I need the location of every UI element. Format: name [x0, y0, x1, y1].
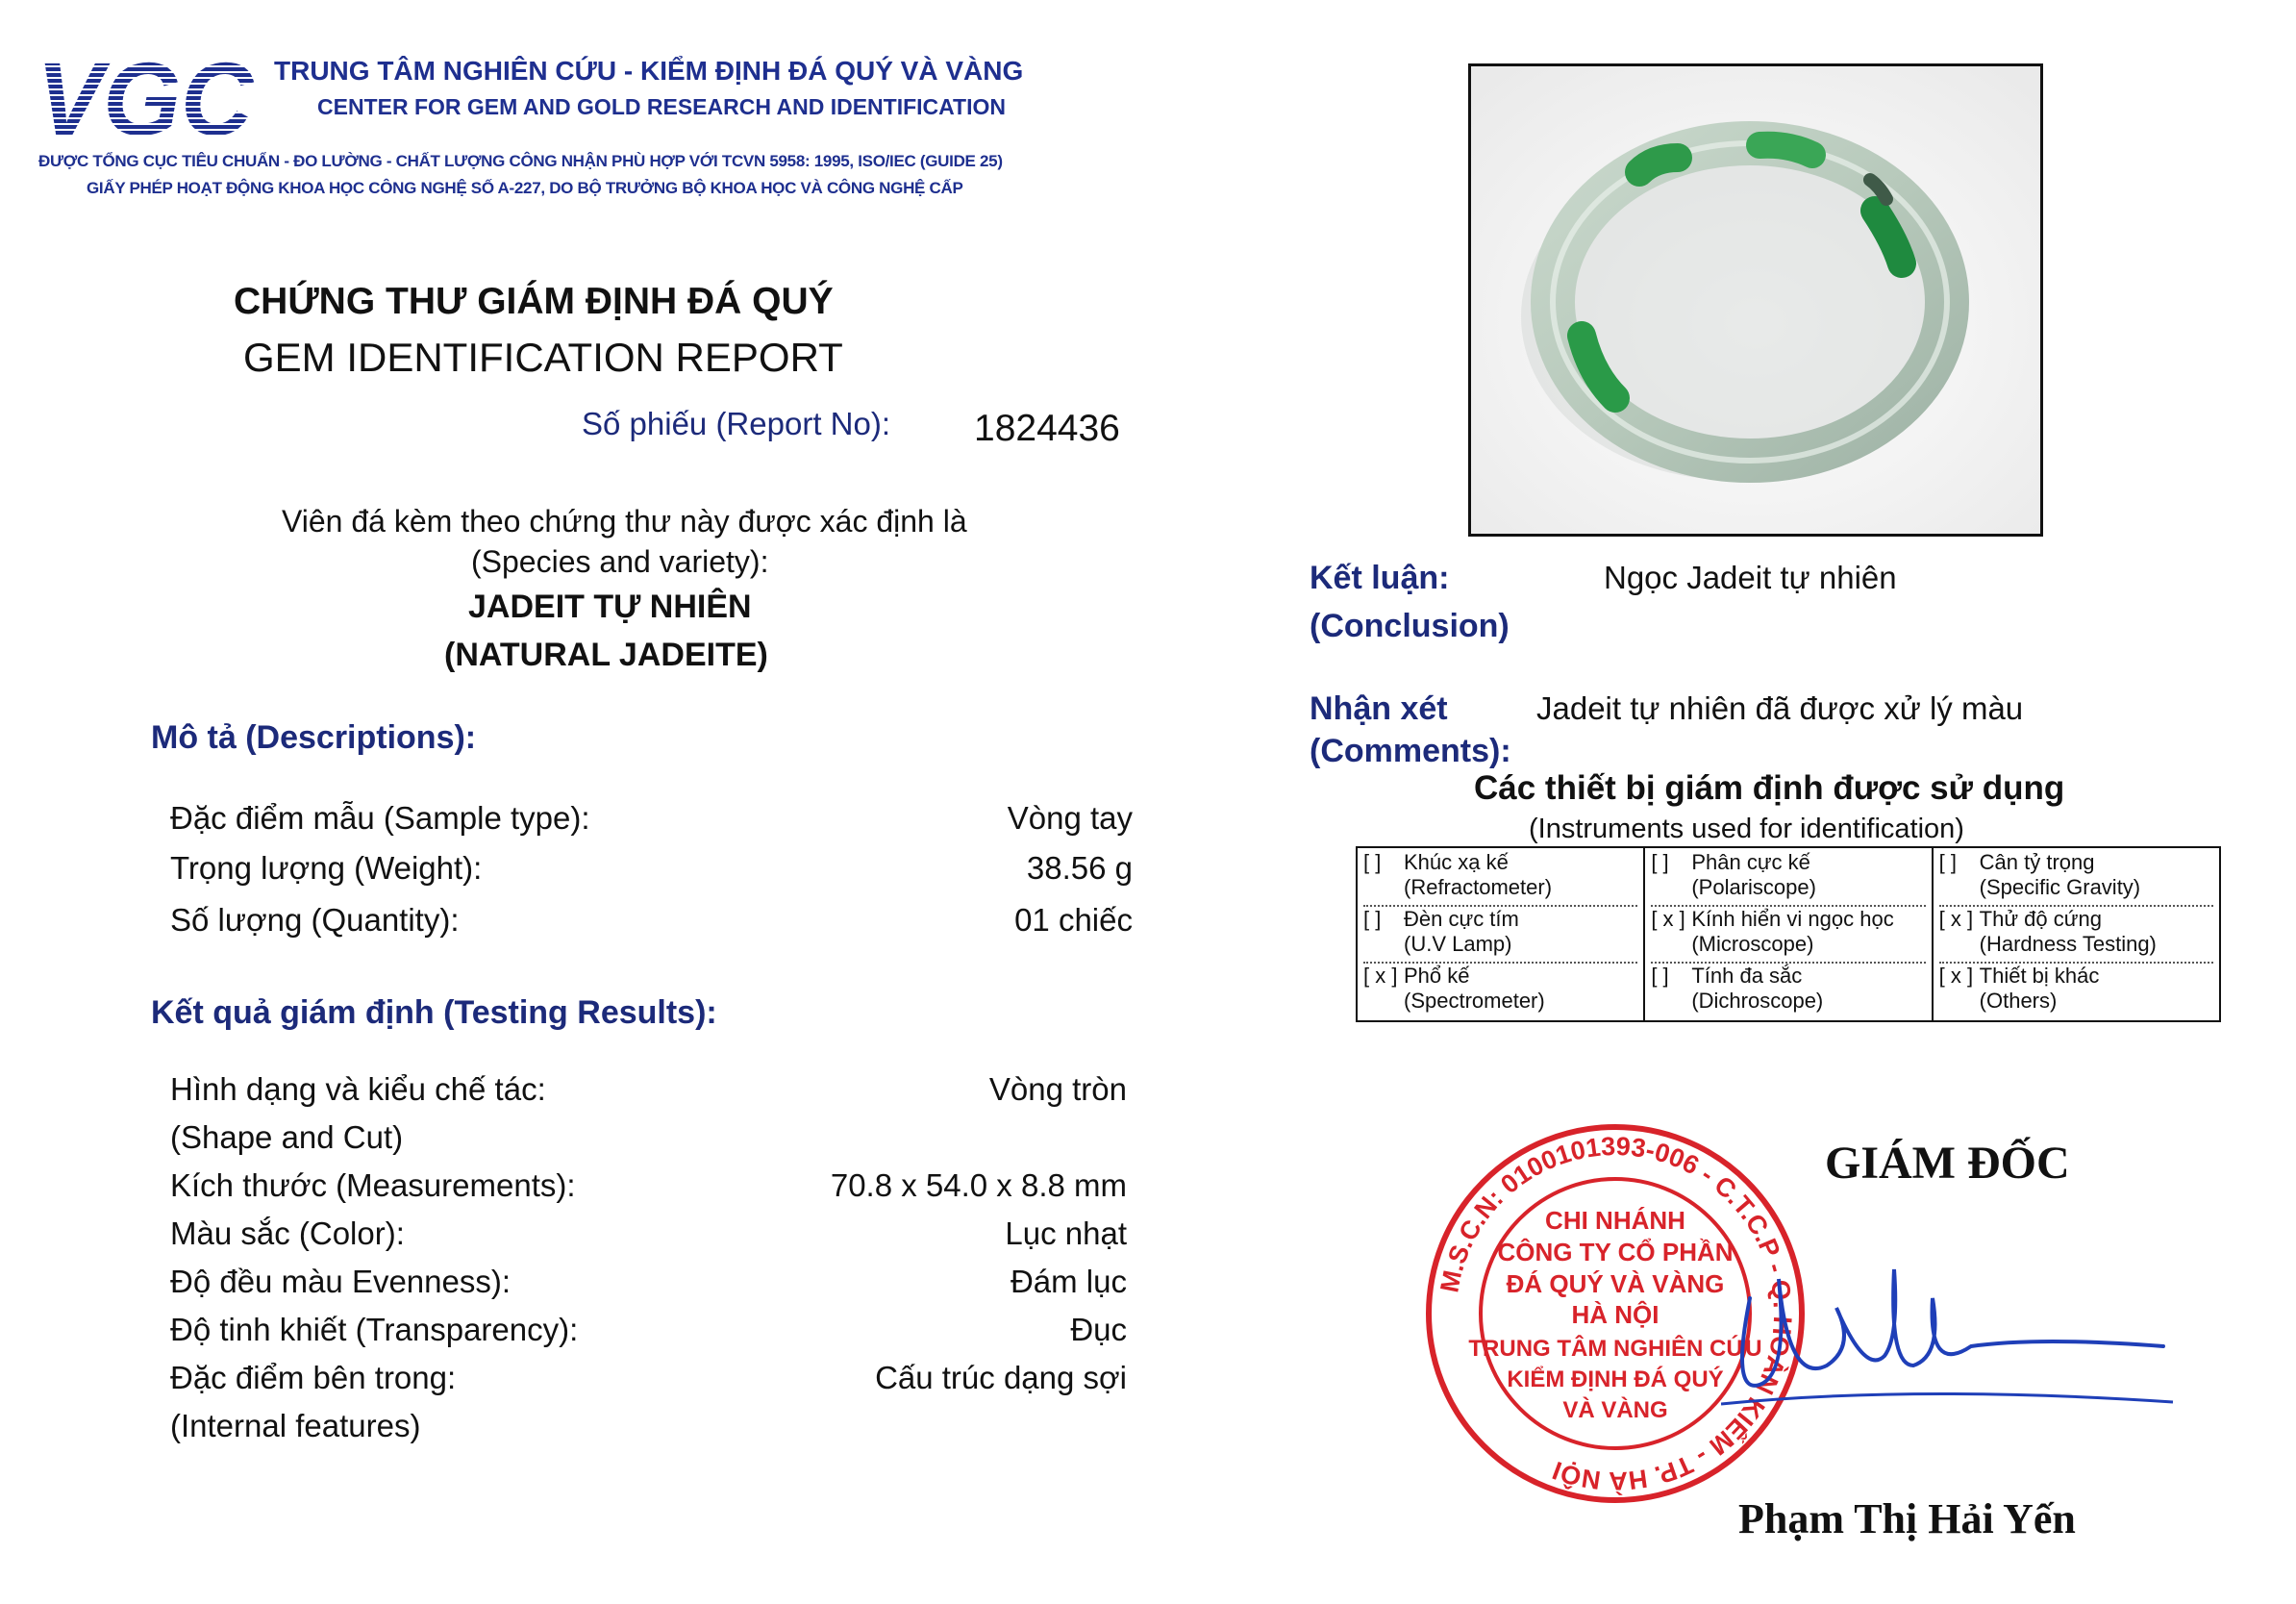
instrument-checkbox: [ ]	[1363, 850, 1382, 874]
instrument-name-en: (Hardness Testing)	[1979, 932, 2157, 956]
instrument-checkbox: [ ]	[1651, 964, 1669, 988]
species-label: (Species and variety):	[471, 544, 769, 579]
result-value-color: Lục nhạt	[1005, 1216, 1127, 1251]
report-no-label: Số phiếu (Report No):	[582, 406, 890, 441]
svg-text:CHI NHÁNH: CHI NHÁNH	[1545, 1206, 1685, 1235]
instrument-item	[1939, 850, 2213, 905]
instrument-name-en: (Microscope)	[1691, 932, 1814, 956]
instrument-name-en: (U.V Lamp)	[1404, 932, 1512, 956]
instrument-name-vn: Cân tỷ trọng	[1979, 850, 2095, 874]
instrument-checkbox: [ x ]	[1363, 964, 1398, 988]
desc-value-weight: 38.56 g	[1026, 850, 1133, 886]
comments-label-vn: Nhận xét	[1310, 690, 1448, 727]
instrument-name-vn: Kính hiển vi ngọc học	[1691, 907, 1894, 931]
org-name-vn: TRUNG TÂM NGHIÊN CỨU - KIỂM ĐỊNH ĐÁ QUÝ VÀ VÀNG	[274, 56, 1024, 86]
instrument-item	[1939, 905, 2213, 962]
instrument-checkbox: [ ]	[1938, 850, 1957, 874]
desc-value-sample-type: Vòng tay	[1007, 800, 1133, 836]
comments-label-en: (Comments):	[1310, 733, 1511, 769]
svg-text:KIỂM ĐỊNH ĐÁ QUÝ: KIỂM ĐỊNH ĐÁ QUÝ	[1507, 1366, 1724, 1392]
report-title-vn: CHỨNG THƯ GIÁM ĐỊNH ĐÁ QUÝ	[234, 281, 834, 322]
signer-name: Phạm Thị Hải Yến	[1738, 1495, 2076, 1542]
species-name-vn: JADEIT TỰ NHIÊN	[468, 589, 752, 625]
descriptions-heading: Mô tả (Descriptions):	[151, 719, 477, 756]
results-heading: Kết quả giám định (Testing Results):	[151, 994, 717, 1031]
instrument-item	[1939, 962, 2213, 1018]
instruments-title: Các thiết bị giám định được sử dụng	[1474, 769, 2065, 807]
accreditation-text: ĐƯỢC TỔNG CỤC TIÊU CHUẨN - ĐO LƯỜNG - CHẤT LƯỢNG CÔNG NHẬN PHÙ HỢP VỚI TCVN 5958: 1995, ISO/IEC (GUIDE 25)	[38, 152, 1003, 170]
result-value-evenness: Đám lục	[1010, 1264, 1127, 1299]
result-value-shape: Vòng tròn	[988, 1071, 1127, 1107]
result-label-evenness: Độ đều màu Evenness):	[170, 1264, 512, 1299]
instrument-name-vn: Thử độ cứng	[1979, 907, 2102, 931]
conclusion-value: Ngọc Jadeit tự nhiên	[1604, 560, 1897, 595]
svg-text:CÔNG TY CỔ PHẦN: CÔNG TY CỔ PHẦN	[1497, 1238, 1734, 1266]
desc-label-sample-type: Đặc điểm mẫu (Sample type):	[170, 800, 590, 836]
svg-text:HÀ NỘI: HÀ NỘI	[1571, 1300, 1660, 1329]
license-text: GIẤY PHÉP HOẠT ĐỘNG KHOA HỌC CÔNG NGHỆ SỐ A-227, DO BỘ TRƯỞNG BỘ KHOA HỌC VÀ CÔNG NGHỆ CẤP	[87, 179, 963, 197]
instrument-name-vn: Tính đa sắc	[1691, 964, 1803, 988]
instrument-checkbox: [ x ]	[1938, 907, 1974, 931]
svg-text:TRUNG TÂM NGHIÊN CỨU: TRUNG TÂM NGHIÊN CỨU	[1468, 1336, 1762, 1362]
gem-photo	[1468, 63, 2043, 537]
instrument-name-en: (Spectrometer)	[1404, 989, 1545, 1013]
instrument-name-en: (Refractometer)	[1404, 875, 1553, 899]
instrument-item	[1363, 962, 1637, 1018]
instrument-name-vn: Phân cực kế	[1691, 850, 1810, 874]
instrument-checkbox: [ ]	[1363, 907, 1382, 931]
instrument-item	[1363, 850, 1637, 905]
desc-label-quantity: Số lượng (Quantity):	[170, 902, 460, 938]
instrument-checkbox: [ ]	[1651, 850, 1669, 874]
instrument-checkbox: [ x ]	[1651, 907, 1685, 931]
instruments-column	[1644, 847, 1932, 1021]
instruments-subtitle: (Instruments used for identification)	[1529, 814, 1964, 844]
result-label-color: Màu sắc (Color):	[170, 1216, 405, 1251]
org-name-en: CENTER FOR GEM AND GOLD RESEARCH AND IDENTIFICATION	[317, 94, 1006, 119]
conclusion-label-vn: Kết luận:	[1310, 560, 1450, 596]
result-label-transparency: Độ tinh khiết (Transparency):	[170, 1312, 579, 1347]
result-value-measurements: 70.8 x 54.0 x 8.8 mm	[830, 1167, 1127, 1203]
instrument-item	[1363, 905, 1637, 962]
svg-text:VÀ VÀNG: VÀ VÀNG	[1562, 1397, 1668, 1423]
instrument-name-vn: Khúc xạ kế	[1404, 850, 1509, 874]
instrument-item	[1651, 962, 1925, 1018]
result-label-shape-en: (Shape and Cut)	[170, 1119, 404, 1155]
svg-text:VGC: VGC	[37, 56, 255, 142]
instrument-name-vn: Đèn cực tím	[1404, 907, 1519, 931]
result-label-shape: Hình dạng và kiểu chế tác:	[170, 1071, 546, 1107]
species-intro: Viên đá kèm theo chứng thư này được xác định là	[282, 504, 967, 539]
director-title: GIÁM ĐỐC	[1825, 1138, 2070, 1189]
instrument-name-en: (Others)	[1979, 989, 2058, 1013]
species-name-en: (NATURAL JADEITE)	[444, 637, 768, 673]
instruments-column	[1357, 847, 1644, 1021]
result-label-internal: Đặc điểm bên trong:	[170, 1360, 457, 1395]
conclusion-label-en: (Conclusion)	[1310, 608, 1510, 644]
svg-text:ĐÁ QUÝ VÀ VÀNG: ĐÁ QUÝ VÀ VÀNG	[1506, 1269, 1725, 1298]
result-value-transparency: Đục	[1070, 1312, 1127, 1347]
report-title-en: GEM IDENTIFICATION REPORT	[243, 335, 843, 380]
instrument-item	[1651, 905, 1925, 962]
desc-label-weight: Trọng lượng (Weight):	[170, 850, 483, 886]
svg-text:M.S.C.N: 0100101393-006 - C.T.: M.S.C.N: 0100101393-006 - C.T.C.P - Q. HOÀN KIẾM - TP. HÀ NỘI	[1435, 1131, 1798, 1496]
result-value-internal: Cấu trúc dạng sợi	[875, 1360, 1127, 1395]
desc-value-quantity: 01 chiếc	[1014, 902, 1133, 938]
handwritten-signature	[1721, 1241, 2183, 1433]
result-label-internal-en: (Internal features)	[170, 1408, 421, 1443]
instrument-name-en: (Specific Gravity)	[1979, 875, 2141, 899]
result-label-measurements: Kích thước (Measurements):	[170, 1167, 576, 1203]
instrument-name-en: (Polariscope)	[1691, 875, 1816, 899]
instruments-table	[1356, 846, 2221, 1022]
instrument-item	[1651, 850, 1925, 905]
instruments-column	[1933, 847, 2220, 1021]
instrument-name-vn: Phổ kế	[1404, 964, 1470, 988]
report-no-value: 1824436	[974, 408, 1120, 449]
instrument-checkbox: [ x ]	[1938, 964, 1974, 988]
instrument-name-en: (Dichroscope)	[1691, 989, 1824, 1013]
comments-value: Jadeit tự nhiên đã được xử lý màu	[1536, 690, 2024, 726]
vgc-logo	[37, 56, 258, 142]
instrument-name-vn: Thiết bị khác	[1979, 964, 2100, 988]
